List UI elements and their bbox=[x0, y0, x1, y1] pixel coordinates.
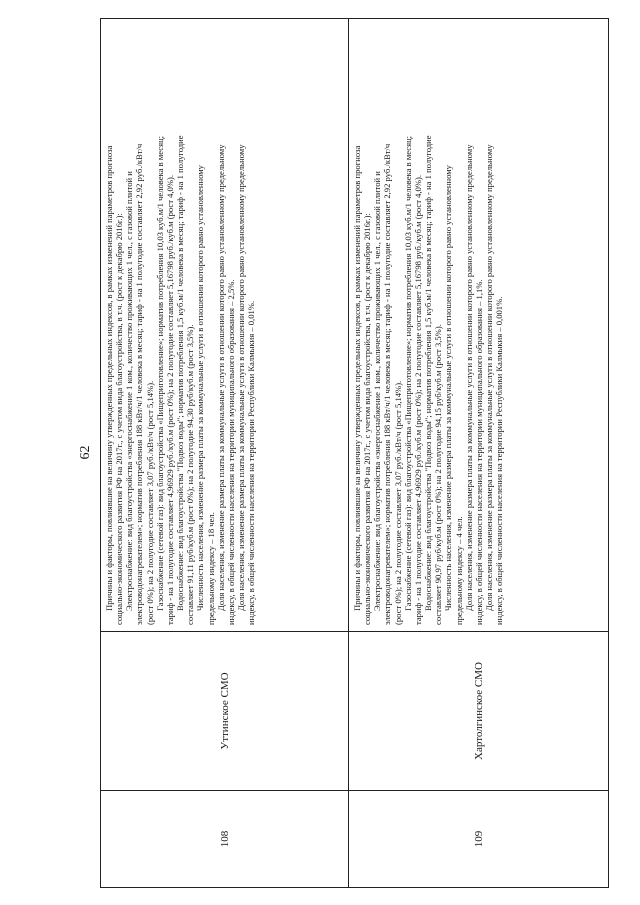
description-line: Численность населения, изменение размера платы за коммунальные услуги в отношении которого равно установленному bbox=[195, 165, 206, 611]
table-row bbox=[349, 19, 609, 888]
description-line: составляет 90,97 руб/куб.м (рост 0%); на 2 полугодие 94,15 руб/куб.м (рост 3,5%). bbox=[433, 324, 444, 625]
municipality-cell bbox=[349, 632, 609, 791]
description-line: Водоснабжение: вид благоустройства "Подвоз воды"; норматив потребления 1,5 куб.м/1 человека в месяц; тариф - на 1 полугодие bbox=[175, 135, 186, 611]
description-line: (рост 0%); на 2 полугодие составляет 3,07 руб./кВт/ч (рост 5,14%). bbox=[144, 380, 155, 625]
table-row bbox=[101, 19, 349, 888]
description-line: Доля населения, изменение размера платы за коммунальные услуги в отношении которого равно установленному предельному bbox=[463, 144, 474, 611]
description-line: Доля населения, изменение размера платы за коммунальные услуги в отношении которого равно установленному предельному bbox=[236, 144, 247, 611]
description-cell bbox=[349, 19, 609, 632]
description-line: электроводонагревателем»; норматив потребления 188 кВт/ч/1 человека в месяц; тариф - на 1 полугодие составляет 2,92 руб./кВт/ч bbox=[382, 143, 393, 625]
description-line: социально-экономического развития РФ на 2017г., с учетом вида благоустройства, в т.ч. (рост к декабрю 2016г.): bbox=[114, 213, 125, 625]
row-number-cell bbox=[349, 791, 609, 888]
row-number-cell bbox=[101, 791, 349, 888]
description-line: индексу, в общей численности населения на территории Республики Калмыкия – 0,01%. bbox=[246, 300, 257, 625]
row-number: 109 bbox=[472, 830, 485, 848]
description-line: Электроснабжение: вид благоустройства «энергоснабжение 1 ком., количество проживающих 1 чел., с газовой плитой и bbox=[124, 171, 135, 611]
description-line: социально-экономического развития РФ на 2017г., с учетом вида благоустройства, в т.ч. (рост к декабрю 2016г.): bbox=[362, 213, 373, 625]
description-line: составляет 91,11 руб/куб.м (рост 0%); на 2 полугодие 94,30 руб/куб.м (рост 3,5%). bbox=[185, 324, 196, 625]
description-line: индексу, в общей численности населения на территории муниципального образования – 2,5%. bbox=[225, 279, 236, 625]
row-number: 108 bbox=[218, 830, 231, 848]
description-text bbox=[352, 25, 504, 625]
description-line: тариф - на 1 полугодие составляет 4,96929 руб./куб.м (рост 0%); на 2 полугодие составляет 5,16798 руб./куб.м (рост 4,0%). bbox=[412, 174, 423, 625]
description-line: Причины и факторы, повлиявшие на величину утвержденных предельных индексов, в рамках изменений параметров прогноза bbox=[104, 145, 114, 611]
description-line: Доля населения, изменение размера платы за коммунальные услуги в отношении которого равно установленному предельному bbox=[484, 144, 495, 611]
municipality-name: Хартолгинское СМО bbox=[472, 662, 485, 760]
municipality-cell bbox=[101, 632, 349, 791]
description-line: предельному индексу – 18 чел. bbox=[205, 512, 216, 625]
description-line: Численность населения, изменение размера платы за коммунальные услуги в отношении которого равно установленному bbox=[443, 165, 454, 611]
description-text bbox=[104, 25, 256, 625]
description-line: электроводонагревателем»; норматив потребления 188 кВт/ч/1 человека в месяц; тариф - на 1 полугодие составляет 2,92 руб./кВт/ч bbox=[134, 143, 145, 625]
description-line: (рост 0%); на 2 полугодие составляет 3,07 руб./кВт/ч (рост 5,14%). bbox=[392, 380, 403, 625]
description-cell bbox=[101, 19, 349, 632]
description-line: Причины и факторы, повлиявшие на величину утвержденных предельных индексов, в рамках изменений параметров прогноза bbox=[352, 145, 362, 611]
description-line: индексу, в общей численности населения на территории муниципального образования – 1,1%. bbox=[473, 279, 484, 625]
description-line: Газоснабжение (сетевой газ): вид благоустройства «Пищеприготовление»; норматив потребления 10,03 куб.м/1 человека в месяц; bbox=[402, 135, 413, 611]
description-line: Водоснабжение: вид благоустройства "Подвоз воды"; норматив потребления 1,5 куб.м/1 человека в месяц; тариф - на 1 полугодие bbox=[423, 135, 434, 611]
description-line: индексу, в общей численности населения на территории Республики Калмыкия – 0,001%. bbox=[494, 296, 505, 625]
description-line: Газоснабжение (сетевой газ): вид благоустройства «Пищеприготовление»; норматив потребления 10,03 куб.м/1 человека в месяц; bbox=[154, 135, 165, 611]
page-number: 62 bbox=[78, 445, 93, 460]
description-line: предельному индексу – 4 чел. bbox=[453, 516, 464, 625]
description-line: Электроснабжение: вид благоустройства «энергоснабжение 1 ком., количество проживающих 1 чел., с газовой плитой и bbox=[372, 171, 383, 611]
description-line: Доля населения, изменение размера платы за коммунальные услуги в отношении которого равно установленному предельному bbox=[215, 144, 226, 611]
municipality-table bbox=[100, 18, 609, 888]
description-line: тариф - на 1 полугодие составляет 4,96929 руб./куб.м (рост 0%); на 2 полугодие составляет 5,16798 руб./куб.м (рост 4,0%). bbox=[164, 174, 175, 625]
municipality-name: Уттинское СМО bbox=[218, 672, 231, 750]
